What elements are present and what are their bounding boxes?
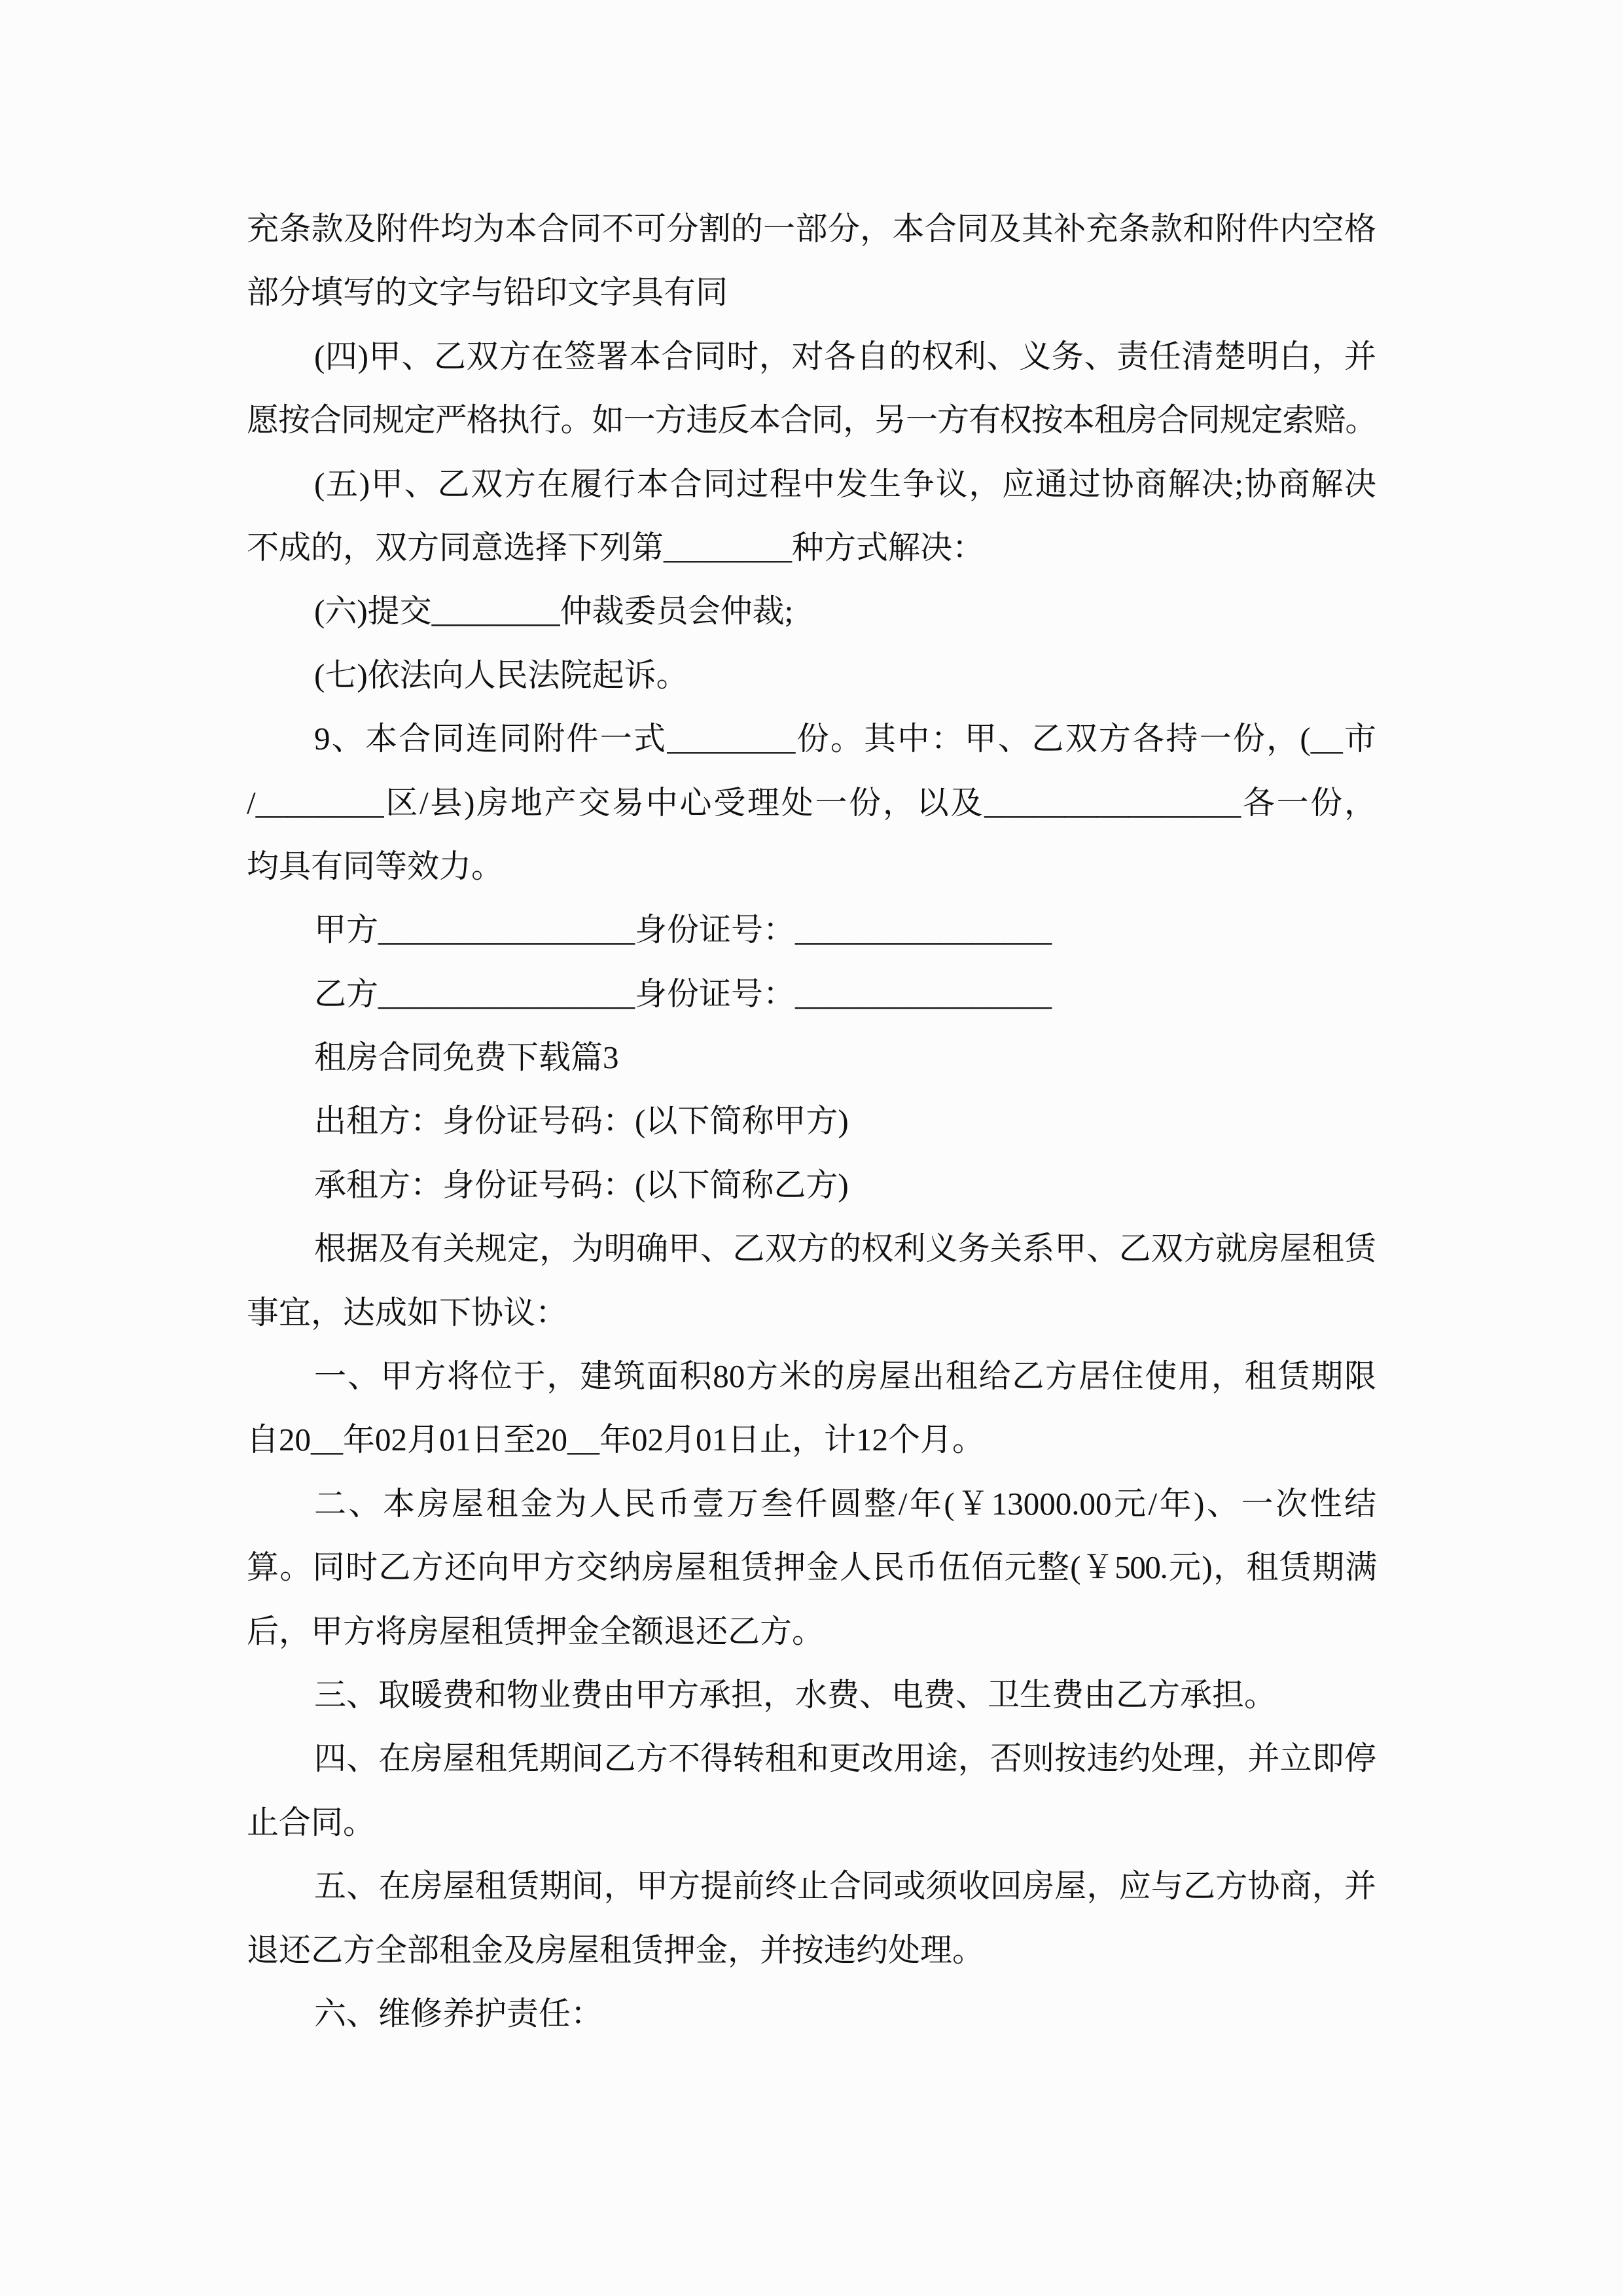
text-line: (四)甲、乙双方在签署本合同时，对各自的权利、义务、责任清楚明白，并 [314, 338, 1376, 374]
name-blank: ________________ [378, 975, 635, 1012]
lessor-line: 出租方：身份证号码：(以下简称甲方) [314, 1103, 849, 1139]
text-line: 9、本合同连同附件一式________份。其中：甲、乙双方各持一份，(__市 [314, 721, 1376, 757]
text-line: 不成的，双方同意选择下列第________种方式解决： [247, 529, 985, 565]
text-line: 五、在房屋租赁期间，甲方提前终止合同或须收回房屋，应与乙方协商，并 [314, 1868, 1376, 1905]
text-line: 退还乙方全部租金及房屋租赁押金，并按违约处理。 [247, 1931, 985, 1968]
paragraph-article-1 [247, 1344, 1376, 1472]
text-line: 三、取暖费和物业费由甲方承担，水费、电费、卫生费由乙方承担。 [314, 1676, 1277, 1713]
paragraph-article-5 [247, 1854, 1376, 1982]
paragraph-article-6 [247, 1982, 1376, 2045]
text-line: 均具有同等效力。 [247, 848, 504, 884]
id-label: 身份证号： [635, 975, 796, 1012]
section-title-block [247, 1026, 1376, 1089]
name-blank: ________________ [378, 912, 635, 948]
party-label: 乙方 [314, 975, 379, 1012]
text-line: 四、在房屋租凭期间乙方不得转租和更改用途，否则按违约处理，并立即停 [314, 1740, 1376, 1777]
paragraph-clause-4 [247, 325, 1376, 452]
text-line: (七)依法向人民法院起诉。 [314, 656, 688, 693]
paragraph-clause-7 [247, 643, 1376, 707]
signature-block [247, 898, 1376, 1026]
paragraph-clause-5 [247, 452, 1376, 580]
paragraph-article-2 [247, 1472, 1376, 1663]
party-label: 甲方 [314, 912, 379, 948]
paragraph-clause-6 [247, 579, 1376, 643]
text-line: 算。同时乙方还向甲方交纳房屋租赁押金人民币伍佰元整(￥500.元)，租赁期满 [247, 1549, 1376, 1586]
text-line: 事宜，达成如下协议： [247, 1294, 568, 1331]
paragraph-article-4 [247, 1727, 1376, 1854]
text-line: 根据及有关规定，为明确甲、乙双方的权利义务关系甲、乙双方就房屋租赁 [314, 1230, 1376, 1267]
text-line: 愿按合同规定严格执行。如一方违反本合同，另一方有权按本租房合同规定索赔。 [247, 402, 1376, 439]
text-line: 后，甲方将房屋租赁押金全额退还乙方。 [247, 1613, 825, 1649]
paragraph-article-3 [247, 1663, 1376, 1727]
text-line: 部分填写的文字与铅印文字具有同 [247, 274, 728, 311]
paragraph-attachments [247, 197, 1376, 325]
text-line: 六、维修养护责任： [314, 1995, 603, 2032]
id-label: 身份证号： [635, 912, 796, 948]
text-line: 二、本房屋租金为人民币壹万叁仟圆整/年(￥13000.00元/年)、一次性结 [314, 1485, 1376, 1522]
paragraph-clause-9 [247, 707, 1376, 898]
lessee-line: 承租方：身份证号码：(以下简称乙方) [314, 1166, 849, 1203]
paragraph-preamble [247, 1217, 1376, 1344]
text-line: 止合同。 [247, 1804, 376, 1840]
section-title: 租房合同免费下载篇3 [314, 1039, 619, 1076]
id-blank: ________________ [795, 975, 1052, 1012]
parties-block [247, 1089, 1376, 1217]
text-line: /________区/县)房地产交易中心受理处一份，以及________________各一份， [247, 784, 1376, 821]
signature-line-party-a [247, 898, 1376, 961]
text-line: (五)甲、乙双方在履行本合同过程中发生争议，应通过协商解决;协商解决 [314, 465, 1376, 502]
id-blank: ________________ [795, 912, 1052, 948]
document-page [247, 197, 1376, 2045]
text-line: (六)提交________仲裁委员会仲裁; [314, 593, 794, 630]
text-line: 一、甲方将位于，建筑面积80方米的房屋出租给乙方居住使用，租赁期限 [314, 1358, 1376, 1395]
text-line: 充条款及附件均为本合同不可分割的一部分，本合同及其补充条款和附件内空格 [247, 211, 1376, 247]
text-line: 自20__年02月01日至20__年02月01日止，计12个月。 [247, 1422, 985, 1458]
signature-line-party-b [247, 962, 1376, 1026]
